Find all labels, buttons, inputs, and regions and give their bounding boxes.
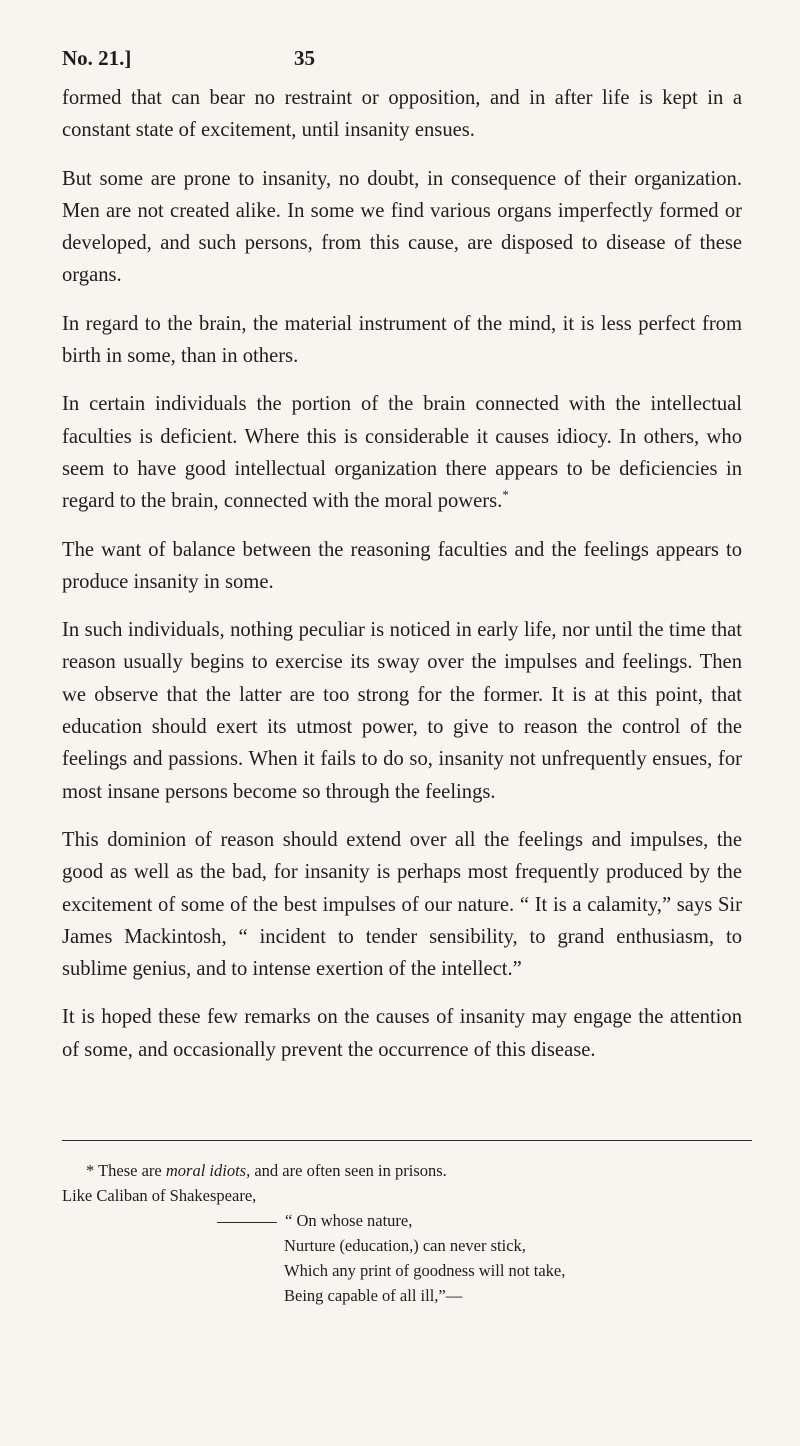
footnote-marker: * (502, 487, 509, 503)
dash-rule (217, 1222, 277, 1223)
footnote-line: Like Caliban of Shakespeare, (62, 1186, 257, 1205)
verse-line: Nurture (education,) can never stick, (284, 1236, 526, 1255)
paragraph: But some are prone to insanity, no doubt, in consequence of their organization. Men are not created alike. In some we find various organs imperfectly formed or developed, and such persons, from this cause, are disposed to disease of these organs. (62, 167, 742, 287)
running-head-left: No. 21.] (62, 46, 132, 70)
footnote-line: “ On whose nature, (62, 1208, 752, 1233)
paragraph (62, 388, 742, 517)
paragraph: It is hoped these few remarks on the causes of insanity may engage the attention of some, and occasionally prevent the occurrence of this disease. (62, 1006, 742, 1061)
paragraph-text: In certain individuals the portion of the brain connected with the intellectual faculties is deficient. Where this is considerable it causes idiocy. In others, who seem to have good intellectual organization there appears to be deficiencies in regard to the brain, connected with the moral powers. (62, 393, 742, 513)
paragraph: In regard to the brain, the material instrument of the mind, it is less perfect from birth in some, than in others. (62, 312, 742, 368)
footnote-emphasis: moral idiots, (165, 1161, 251, 1180)
footnote-mark: * (86, 1161, 95, 1180)
paragraph: The want of balance between the reasoning faculties and the feelings appears to produce insanity in some. (62, 538, 742, 593)
verse-line: Being capable of all ill,”— (284, 1286, 463, 1305)
verse-line: Which any print of goodness will not take, (284, 1261, 566, 1280)
footnote-line: * These are moral idiots, and are often seen in prisons. (86, 1161, 447, 1180)
paragraph: This dominion of reason should extend over all the feelings and impulses, the good as well as the bad, for insanity is perhaps most frequently produced by the excitement of some of the best impulses of our nature. “ It is a calamity,” says Sir James Mackintosh, “ incident to tender sensibility, to grand enthusiasm, to sublime genius, and to intense exertion of the intellect.” (62, 828, 742, 981)
footnote (62, 1158, 752, 1308)
running-header (62, 46, 740, 71)
page-number: 35 (294, 46, 315, 70)
paragraph: In such individuals, nothing peculiar is noticed in early life, nor until the time that reason usually begins to exercise its sway over the impulses and feelings. Then we observe that the latter are too strong for the former. It is at this point, that education should exert its utmost power, to give to reason the control of the feelings and passions. When it fails to do so, insanity not unfrequently ensues, for most insane persons become so through the feelings. (62, 619, 742, 803)
footnote-rule (62, 1140, 752, 1141)
paragraph: formed that can bear no restraint or opposition, and in after life is kept in a constant state of excitement, until insanity ensues. (62, 87, 742, 142)
body-text (62, 82, 742, 1082)
